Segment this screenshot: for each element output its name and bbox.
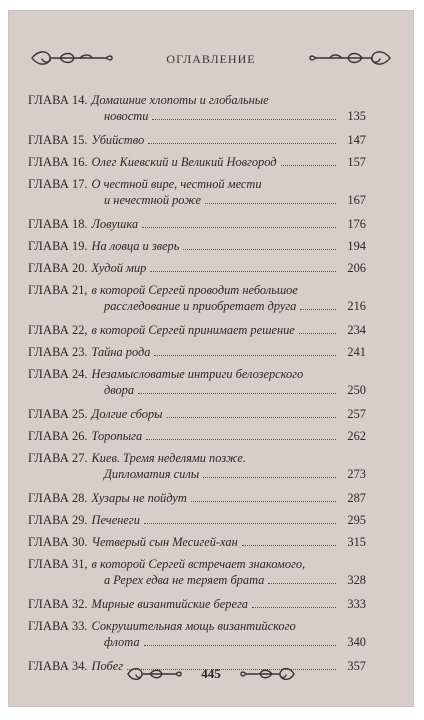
dot-leader: [299, 322, 336, 334]
chapter-number: 17.: [72, 177, 88, 191]
dot-leader: [281, 154, 336, 166]
chapter-label: ГЛАВА: [28, 323, 70, 337]
toc-page-number: 295: [347, 513, 366, 527]
chapter-title: На ловца и зверь: [91, 239, 180, 253]
chapter-title: Долгие сборы: [91, 407, 163, 421]
chapter-number: 26.: [72, 429, 88, 443]
toc-line: [28, 92, 366, 108]
toc-line: [28, 176, 366, 192]
chapter-title: Киев. Тремя неделями позже.: [91, 451, 246, 465]
toc-line: [28, 406, 366, 422]
chapter-number: 16.: [72, 155, 88, 169]
dot-leader: [203, 466, 336, 478]
dot-leader: [146, 428, 336, 440]
toc-page-number: 157: [347, 155, 366, 169]
dot-leader: [154, 344, 336, 356]
toc-page-number: 167: [347, 193, 366, 207]
toc-line: [28, 634, 366, 650]
toc-entry: [28, 282, 366, 314]
chapter-number: 19.: [72, 239, 88, 253]
chapter-title: Олег Киевский и Великий Новгород: [91, 155, 277, 169]
chapter-title: О честной вире, честной мести: [91, 177, 262, 191]
chapter-title: Незамысловатые интриги белозерского: [91, 367, 304, 381]
toc-entry: [28, 260, 366, 276]
toc-line: [28, 192, 366, 208]
chapter-label: ГЛАВА: [28, 93, 70, 107]
chapter-number: 31,: [72, 557, 88, 571]
chapter-title: Торопыга: [91, 429, 143, 443]
toc-page-number: 262: [347, 429, 366, 443]
toc-page-number: 241: [347, 345, 366, 359]
toc-line: [28, 298, 366, 314]
toc-page-number: 147: [347, 133, 366, 147]
footer-right-ornament-icon: [240, 664, 296, 684]
chapter-number: 25.: [72, 407, 88, 421]
toc-line: [28, 108, 366, 124]
toc-line: [28, 216, 366, 232]
dot-leader: [268, 572, 336, 584]
toc-entry: [28, 556, 366, 588]
chapter-title: Худой мир: [91, 261, 147, 275]
toc-entry: [28, 344, 366, 360]
dot-leader: [138, 382, 336, 394]
toc-line: [28, 344, 366, 360]
page-number: 445: [201, 666, 221, 681]
dot-leader: [152, 108, 336, 120]
toc-line: [28, 466, 366, 482]
chapter-number: 23.: [72, 345, 88, 359]
chapter-title: и нечестной роже: [104, 193, 202, 207]
chapter-label: ГЛАВА: [28, 513, 70, 527]
book-page: [8, 10, 414, 707]
toc-line: [28, 572, 366, 588]
toc-page-number: 216: [347, 299, 366, 313]
right-ornament-icon: [308, 48, 392, 68]
chapter-number: 33.: [72, 619, 88, 633]
dot-leader: [191, 490, 336, 502]
chapter-label: ГЛАВА: [28, 619, 70, 633]
dot-leader: [242, 534, 336, 546]
chapter-number: 15.: [72, 133, 88, 147]
toc-entry: [28, 618, 366, 650]
chapter-title: двора: [104, 383, 135, 397]
chapter-number: 20.: [72, 261, 88, 275]
toc-line: [28, 556, 366, 572]
chapter-title: в которой Сергей встречает знакомого,: [91, 557, 306, 571]
toc-entry: [28, 406, 366, 422]
toc-page-number: 273: [347, 467, 366, 481]
chapter-number: 22,: [72, 323, 88, 337]
toc-line: [28, 618, 366, 634]
toc-page-number: 194: [347, 239, 366, 253]
dot-leader: [148, 132, 336, 144]
chapter-label: ГЛАВА: [28, 451, 70, 465]
chapter-label: ГЛАВА: [28, 217, 70, 231]
toc-page-number: 357: [347, 659, 366, 673]
toc-page-number: 328: [347, 573, 366, 587]
toc-page-number: 234: [347, 323, 366, 337]
dot-leader: [252, 596, 336, 608]
chapter-title: новости: [104, 109, 149, 123]
dot-leader: [150, 260, 336, 272]
toc-page-number: 287: [347, 491, 366, 505]
toc-line: [28, 534, 366, 550]
chapter-number: 21,: [72, 283, 88, 297]
page-header: [8, 48, 414, 68]
toc-entry: [28, 238, 366, 254]
toc-entry: [28, 154, 366, 170]
toc-page-number: 250: [347, 383, 366, 397]
chapter-label: ГЛАВА: [28, 155, 70, 169]
toc-page-number: 135: [347, 109, 366, 123]
toc-line: [28, 260, 366, 276]
chapter-title: в которой Сергей проводит небольшое: [91, 283, 298, 297]
dot-leader: [144, 634, 336, 646]
toc-line: [28, 132, 366, 148]
toc-entry: [28, 366, 366, 398]
dot-leader: [142, 216, 336, 228]
toc-line: [28, 238, 366, 254]
dot-leader: [144, 512, 336, 524]
toc-line: [28, 154, 366, 170]
toc-page-number: 340: [347, 635, 366, 649]
toc-entry: [28, 534, 366, 550]
toc-line: [28, 382, 366, 398]
toc-entry: [28, 512, 366, 528]
toc-line: [28, 366, 366, 382]
chapter-title: Четверый сын Месигей-хан: [91, 535, 238, 549]
chapter-number: 34.: [72, 659, 88, 673]
chapter-title: Дипломатия силы: [104, 467, 200, 481]
toc-page-number: 206: [347, 261, 366, 275]
chapter-label: ГЛАВА: [28, 407, 70, 421]
dot-leader: [300, 298, 336, 310]
chapter-label: ГЛАВА: [28, 177, 70, 191]
chapter-label: ГЛАВА: [28, 345, 70, 359]
page-footer: [8, 662, 414, 686]
chapter-label: ГЛАВА: [28, 491, 70, 505]
toc-entry: [28, 490, 366, 506]
toc-page-number: 333: [347, 597, 366, 611]
chapter-number: 18.: [72, 217, 88, 231]
toc-entry: [28, 132, 366, 148]
toc-entry: [28, 322, 366, 338]
chapter-number: 28.: [72, 491, 88, 505]
toc-line: [28, 322, 366, 338]
chapter-number: 27.: [72, 451, 88, 465]
toc-page-number: 176: [347, 217, 366, 231]
toc-line: [28, 282, 366, 298]
toc-entry: [28, 92, 366, 124]
toc-line: [28, 512, 366, 528]
toc-entry: [28, 176, 366, 208]
chapter-title: Мирные византийские берега: [91, 597, 248, 611]
chapter-number: 14.: [72, 93, 88, 107]
chapter-title: Тайна рода: [91, 345, 151, 359]
chapter-title: Домашние хлопоты и глобальные: [91, 93, 269, 107]
chapter-title: в которой Сергей принимает решение: [91, 323, 295, 337]
dot-leader: [167, 406, 336, 418]
toc-entry: [28, 596, 366, 612]
chapter-title: Ловушка: [91, 217, 139, 231]
chapter-label: ГЛАВА: [28, 261, 70, 275]
dot-leader: [183, 238, 336, 250]
chapter-title: Хузары не пойдут: [91, 491, 187, 505]
toc-line: [28, 428, 366, 444]
chapter-label: ГЛАВА: [28, 239, 70, 253]
toc-page-number: 315: [347, 535, 366, 549]
chapter-title: Печенеги: [91, 513, 140, 527]
chapter-label: ГЛАВА: [28, 597, 70, 611]
chapter-number: 30.: [72, 535, 88, 549]
toc-entry: [28, 216, 366, 232]
chapter-title: Убийство: [91, 133, 145, 147]
chapter-label: ГЛАВА: [28, 367, 70, 381]
chapter-title: Побег: [91, 659, 124, 673]
chapter-number: 29.: [72, 513, 88, 527]
chapter-label: ГЛАВА: [28, 557, 70, 571]
chapter-title: Сокрушительная мощь византийского: [91, 619, 296, 633]
chapter-title: флота: [104, 635, 140, 649]
chapter-label: ГЛАВА: [28, 133, 70, 147]
toc-entry: [28, 428, 366, 444]
chapter-number: 32.: [72, 597, 88, 611]
chapter-label: ГЛАВА: [28, 659, 70, 673]
dot-leader: [205, 192, 336, 204]
toc-line: [28, 450, 366, 466]
chapter-label: ГЛАВА: [28, 283, 70, 297]
toc-page-number: 257: [347, 407, 366, 421]
chapter-label: ГЛАВА: [28, 429, 70, 443]
chapter-title: расследование и приобретает друга: [104, 299, 297, 313]
chapter-number: 24.: [72, 367, 88, 381]
toc-line: [28, 596, 366, 612]
toc-line: [28, 490, 366, 506]
chapter-title: а Ререх едва не теряет брата: [104, 573, 265, 587]
page-title: ОГЛАВЛЕНИЕ: [166, 52, 256, 66]
toc-entry: [28, 450, 366, 482]
chapter-label: ГЛАВА: [28, 535, 70, 549]
